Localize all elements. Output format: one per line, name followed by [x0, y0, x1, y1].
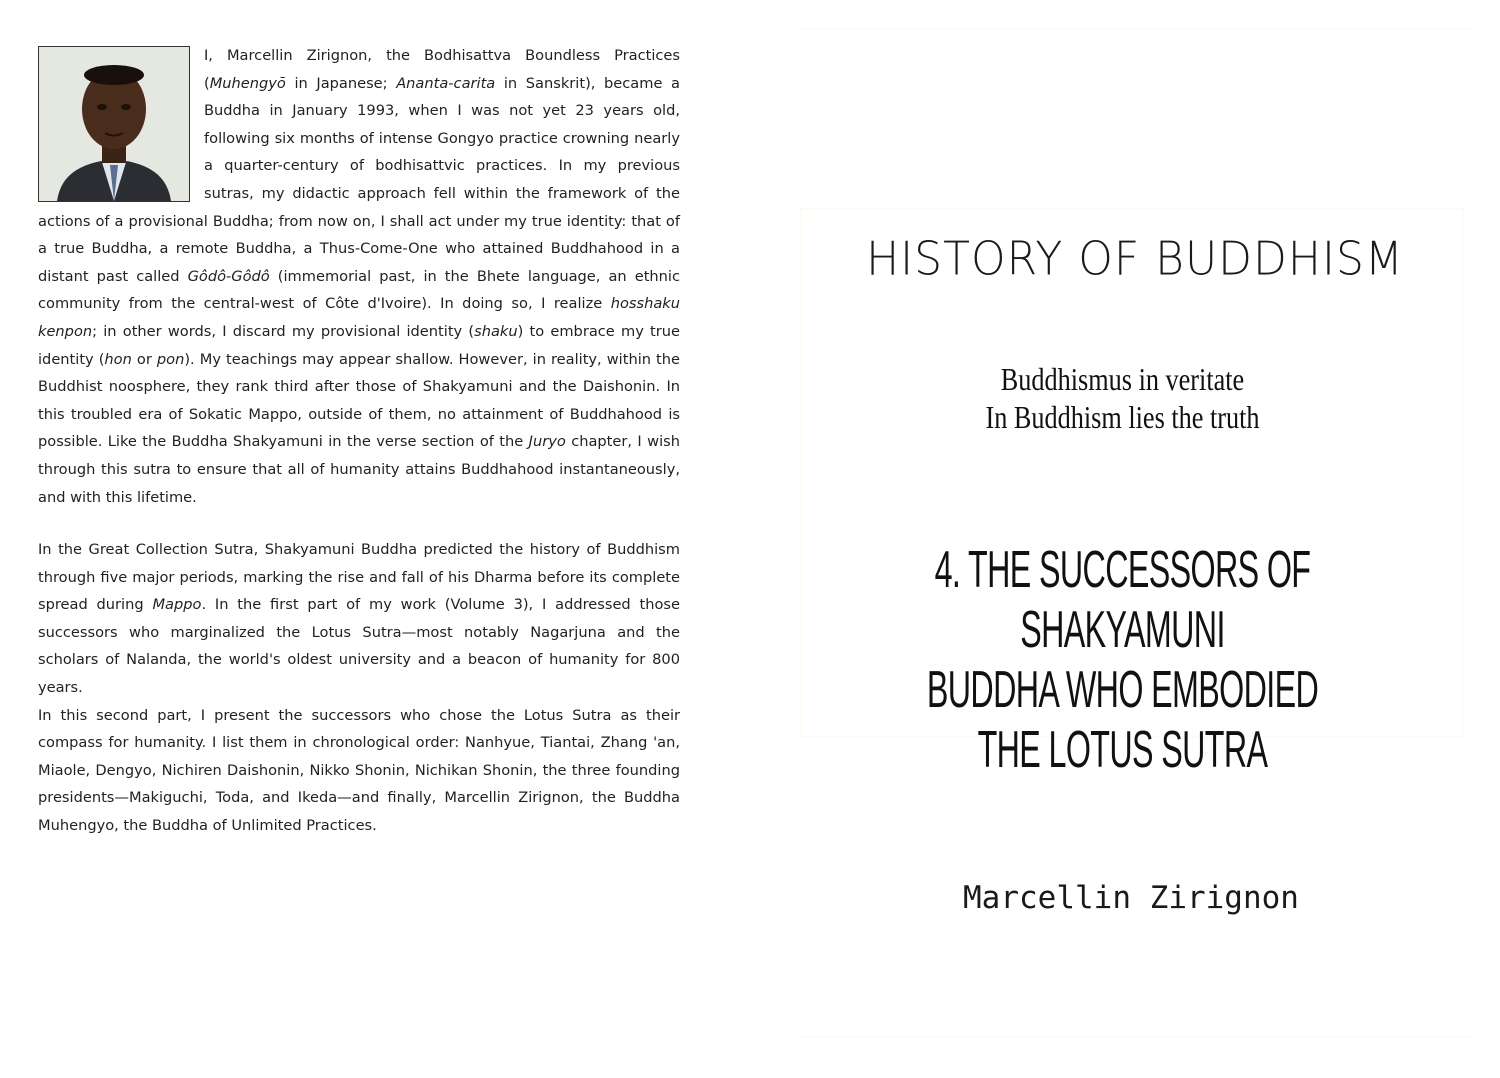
bio-term: Muhengyō: [209, 74, 286, 92]
bio-term: Juryo: [528, 433, 566, 451]
bio-term: Ananta-carita: [396, 74, 496, 92]
author-bio: [38, 42, 680, 511]
bio-text: ; in other words, I discard my provisional identity (: [92, 322, 475, 340]
volume-title: [923, 540, 1323, 780]
volume-title-line-1: 4. THE SUCCESSORS OF SHAKYAMUNI: [934, 541, 1311, 659]
bio-text: ). My teachings may appear shallow. However, in reality, within the Buddhist noosphere, they rank third after those of Shakyamuni and the Daishonin. In this troubled era of Sokatic Mappo, outside of them, no attainment of Buddhahood is possible. Like the Buddha Shakyamuni in the verse section of the: [38, 350, 680, 451]
front-cover: [800, 28, 1470, 1038]
bio-text: I, Marcellin Zirignon, the Bodhisattva Boundless Practices (: [204, 47, 680, 92]
book-synopsis: [38, 536, 680, 840]
author-name: Marcellin Zirignon: [963, 880, 1299, 916]
synopsis-term: Mappo: [152, 596, 202, 614]
synopsis-paragraph-1: [38, 536, 680, 702]
bio-text: in Sanskrit), became a Buddha in January 1993, when I was not yet 23 years old, following six months of intense Gongyo practice crowning nearly a quarter-century of bodhisattvic practices. In my previous sutras, my didactic approach fell within the framework of the actions of a provisional Buddha; from now on, I shall act under my true identity: that of a true Buddha, a remote Buddha, a Thus-Come-One who attained Buddhahood in a distant past called: [38, 74, 680, 285]
back-cover: [0, 0, 740, 1078]
bio-term: hosshaku kenpon: [38, 295, 680, 340]
bio-term: hon: [104, 350, 132, 368]
motto: [858, 360, 1387, 436]
bio-text: (immemorial past, in the Bhete language, an ethnic community from the central-west of Côte d'Ivoire). In doing so, I realize: [38, 267, 680, 313]
synopsis-text: . In the first part of my work (Volume 3), I addressed those successors who marginalized the Lotus Sutra—most notably Nagarjuna and the scholars of Nalanda, the world's oldest university and a beacon of humanity for 800 years.: [38, 596, 680, 696]
bio-text: or: [131, 350, 157, 368]
bio-text: in Japanese;: [285, 74, 397, 92]
series-title: HISTORY OF BUDDHISM: [866, 232, 1404, 287]
synopsis-paragraph-2: In this second part, I present the successors who chose the Lotus Sutra as their compass for humanity. I list them in chronological order: Nanhyue, Tiantai, Zhang 'an, Miaole, Dengyo, Nichiren Daishonin, Nikko Shonin, Nichikan Shonin, the three founding presidents—Makiguchi, Toda, and Ikeda—and finally, Marcellin Zirignon, the Buddha Muhengyo, the Buddha of Unlimited Practices.: [38, 706, 680, 834]
bio-term: pon: [156, 350, 185, 368]
bio-term: Gôdô-Gôdô: [187, 267, 270, 285]
bio-text: chapter, I wish through this sutra to ensure that all of humanity attains Buddhahood instantaneously, and with this lifetime.: [38, 433, 680, 506]
motto-latin: Buddhismus in veritate: [1000, 361, 1245, 397]
synopsis-text: In the Great Collection Sutra, Shakyamuni Buddha predicted the history of Buddhism through five major periods, marking the rise and fall of his Dharma before its complete spread during: [38, 541, 680, 614]
volume-title-line-2: BUDDHA WHO EMBODIED THE LOTUS SUTRA: [926, 661, 1319, 779]
bio-term: shaku: [474, 322, 518, 340]
bio-text: ) to embrace my true identity (: [38, 322, 680, 368]
motto-english: In Buddhism lies the truth: [985, 399, 1260, 435]
